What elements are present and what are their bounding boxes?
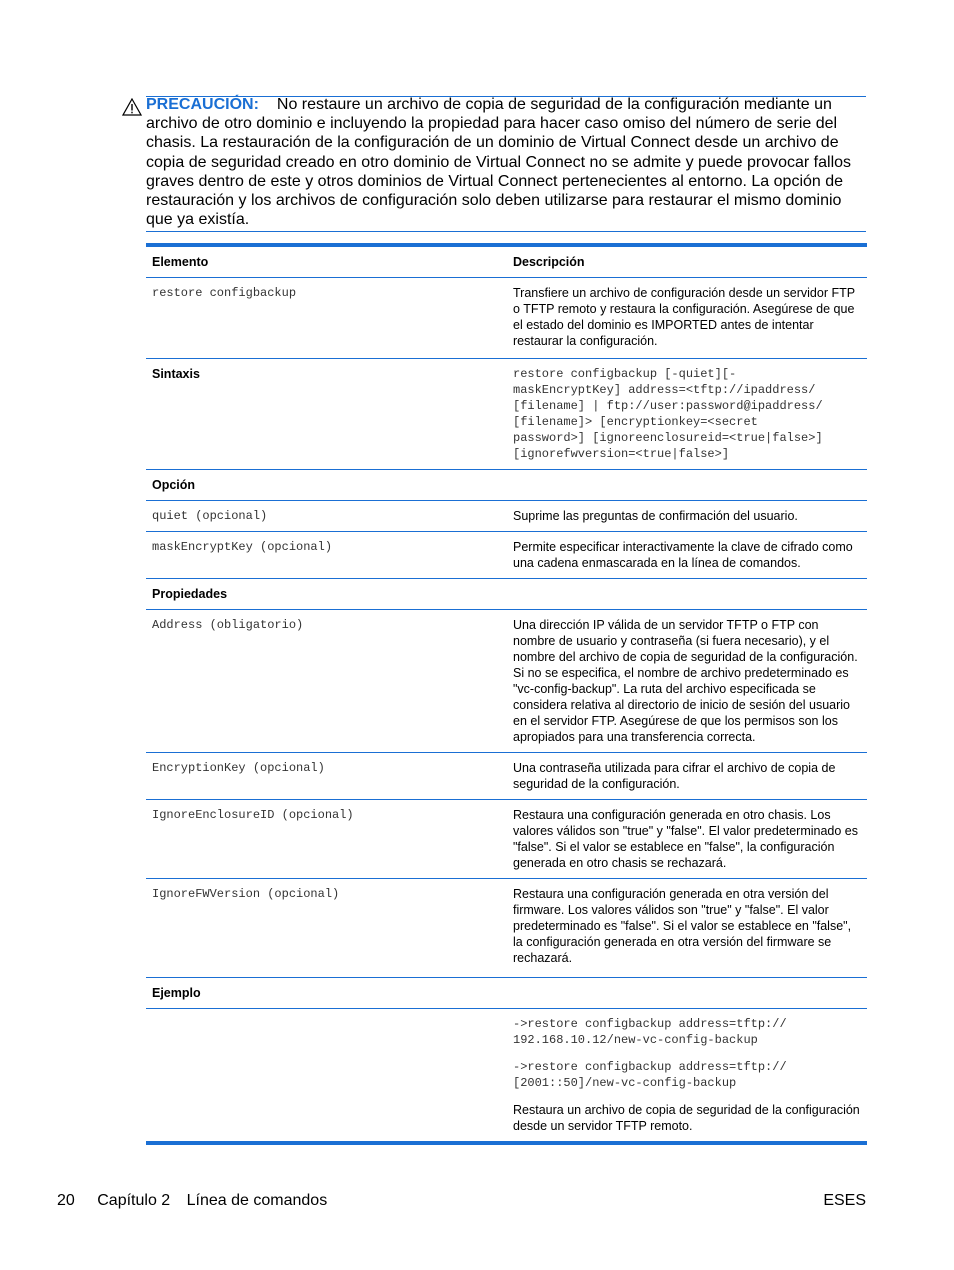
syntax-value: restore configbackup [-quiet][- maskEncryptKey] address=<tftp://ipaddress/ [filename] | ftp://user:password@ipaddress/ [filename]> [encryptionkey=<secret password>] [ignoreenclosureid=<true|false>] [ignorefwversion=<true|false>] xyxy=(513,367,823,461)
table-header-row xyxy=(146,247,867,278)
property-description: Una dirección IP válida de un servidor TFTP o FTP con nombre de usuario y contraseña (si fuera necesario), y el nombre del archivo de copia de seguridad de la configuración. Si no se especifica, el nombre de archivo predeterminado es "vc-config-backup". La ruta del archivo especificada se considera relativa al directorio de inicio de sesión del usuario en el servidor FTP. Asegúrese de que los permisos son los apropiados para una transferencia correcta. xyxy=(513,618,858,744)
warning-triangle-icon xyxy=(122,98,142,116)
option-name: quiet (opcional) xyxy=(152,509,268,523)
option-description: Permite especificar interactivamente la clave de cifrado como una cadena enmascarada en la línea de comandos. xyxy=(513,540,853,570)
command-name: restore configbackup xyxy=(152,286,297,300)
footer-locale: ESES xyxy=(823,1192,866,1209)
table-row xyxy=(146,800,867,879)
property-description: Restaura una configuración generada en otro chasis. Los valores válidos son "true" y "false". El valor predeterminado es "false". Si el valor se establece en "false", la configuración generada en otro chasis se rechazará. xyxy=(513,808,858,870)
table-row-syntax xyxy=(146,359,867,470)
table-row xyxy=(146,879,867,978)
table-row xyxy=(146,278,867,359)
command-description: Transfiere un archivo de configuración desde un servidor FTP o TFTP remoto y restaura la configuración. Asegúrese de que el estado del dominio es IMPORTED antes de intentar restaurar la configuración. xyxy=(513,286,855,348)
chapter-number: Capítulo 2 xyxy=(97,1192,171,1209)
example-command: ->restore configbackup address=tftp:// 192.168.10.12/new-vc-config-backup xyxy=(513,1017,787,1047)
property-name: IgnoreFWVersion (opcional) xyxy=(152,887,340,901)
property-description: Una contraseña utilizada para cifrar el archivo de copia de seguridad de la configuración. xyxy=(513,761,836,791)
syntax-label: Sintaxis xyxy=(152,367,200,381)
table-row xyxy=(146,501,867,532)
chapter-title: Línea de comandos xyxy=(186,1192,328,1209)
caution-note xyxy=(146,95,861,229)
property-name: IgnoreEnclosureID (opcional) xyxy=(152,808,354,822)
table-row xyxy=(146,610,867,753)
caution-label: PRECAUCIÓN: xyxy=(146,96,259,113)
example-command: ->restore configbackup address=tftp:// [2001::50]/new-vc-config-backup xyxy=(513,1060,787,1090)
example-content xyxy=(507,1009,867,1141)
example-label: Ejemplo xyxy=(152,986,201,1000)
properties-label: Propiedades xyxy=(152,587,228,601)
table-row-example-heading xyxy=(146,978,867,1009)
option-description: Suprime las preguntas de confirmación del usuario. xyxy=(513,509,798,523)
caution-body: No restaure un archivo de copia de seguridad de la configuración mediante un archivo de otro dominio e incluyendo la propiedad para hacer caso omiso del número de serie del chasis. La restauración de la configuración de un dominio de Virtual Connect desde un archivo de copia de seguridad creado en otro dominio de Virtual Connect no se admite y puede provocar fallos graves dentro de este y otros dominios de Virtual Connect pertenecientes al entorno. La opción de restauración y los archivos de configuración solo deben utilizarse para restaurar el mismo dominio que ya existía. xyxy=(146,96,852,229)
page-number: 20 xyxy=(57,1192,75,1209)
table-row-options-heading xyxy=(146,470,867,501)
options-label: Opción xyxy=(152,478,196,492)
table-row xyxy=(146,753,867,800)
caution-bottom-rule xyxy=(146,231,866,232)
header-description: Descripción xyxy=(513,255,585,269)
example-description: Restaura un archivo de copia de seguridad de la configuración desde un servidor TFTP remoto. xyxy=(513,1103,860,1133)
table-row-properties-heading xyxy=(146,579,867,610)
page-footer xyxy=(57,1192,345,1210)
property-name: EncryptionKey (opcional) xyxy=(152,761,325,775)
table-row xyxy=(146,532,867,579)
command-table xyxy=(146,243,867,1145)
property-name: Address (obligatorio) xyxy=(152,618,304,632)
header-element: Elemento xyxy=(152,255,209,269)
table-row-example xyxy=(146,1009,867,1141)
option-name: maskEncryptKey (opcional) xyxy=(152,540,333,554)
property-description: Restaura una configuración generada en otra versión del firmware. Los valores válidos son "true" y "false". El valor predeterminado es "false". Si el valor se establece en "false", la configuración generada en otra versión del firmware se rechazará. xyxy=(513,887,852,965)
